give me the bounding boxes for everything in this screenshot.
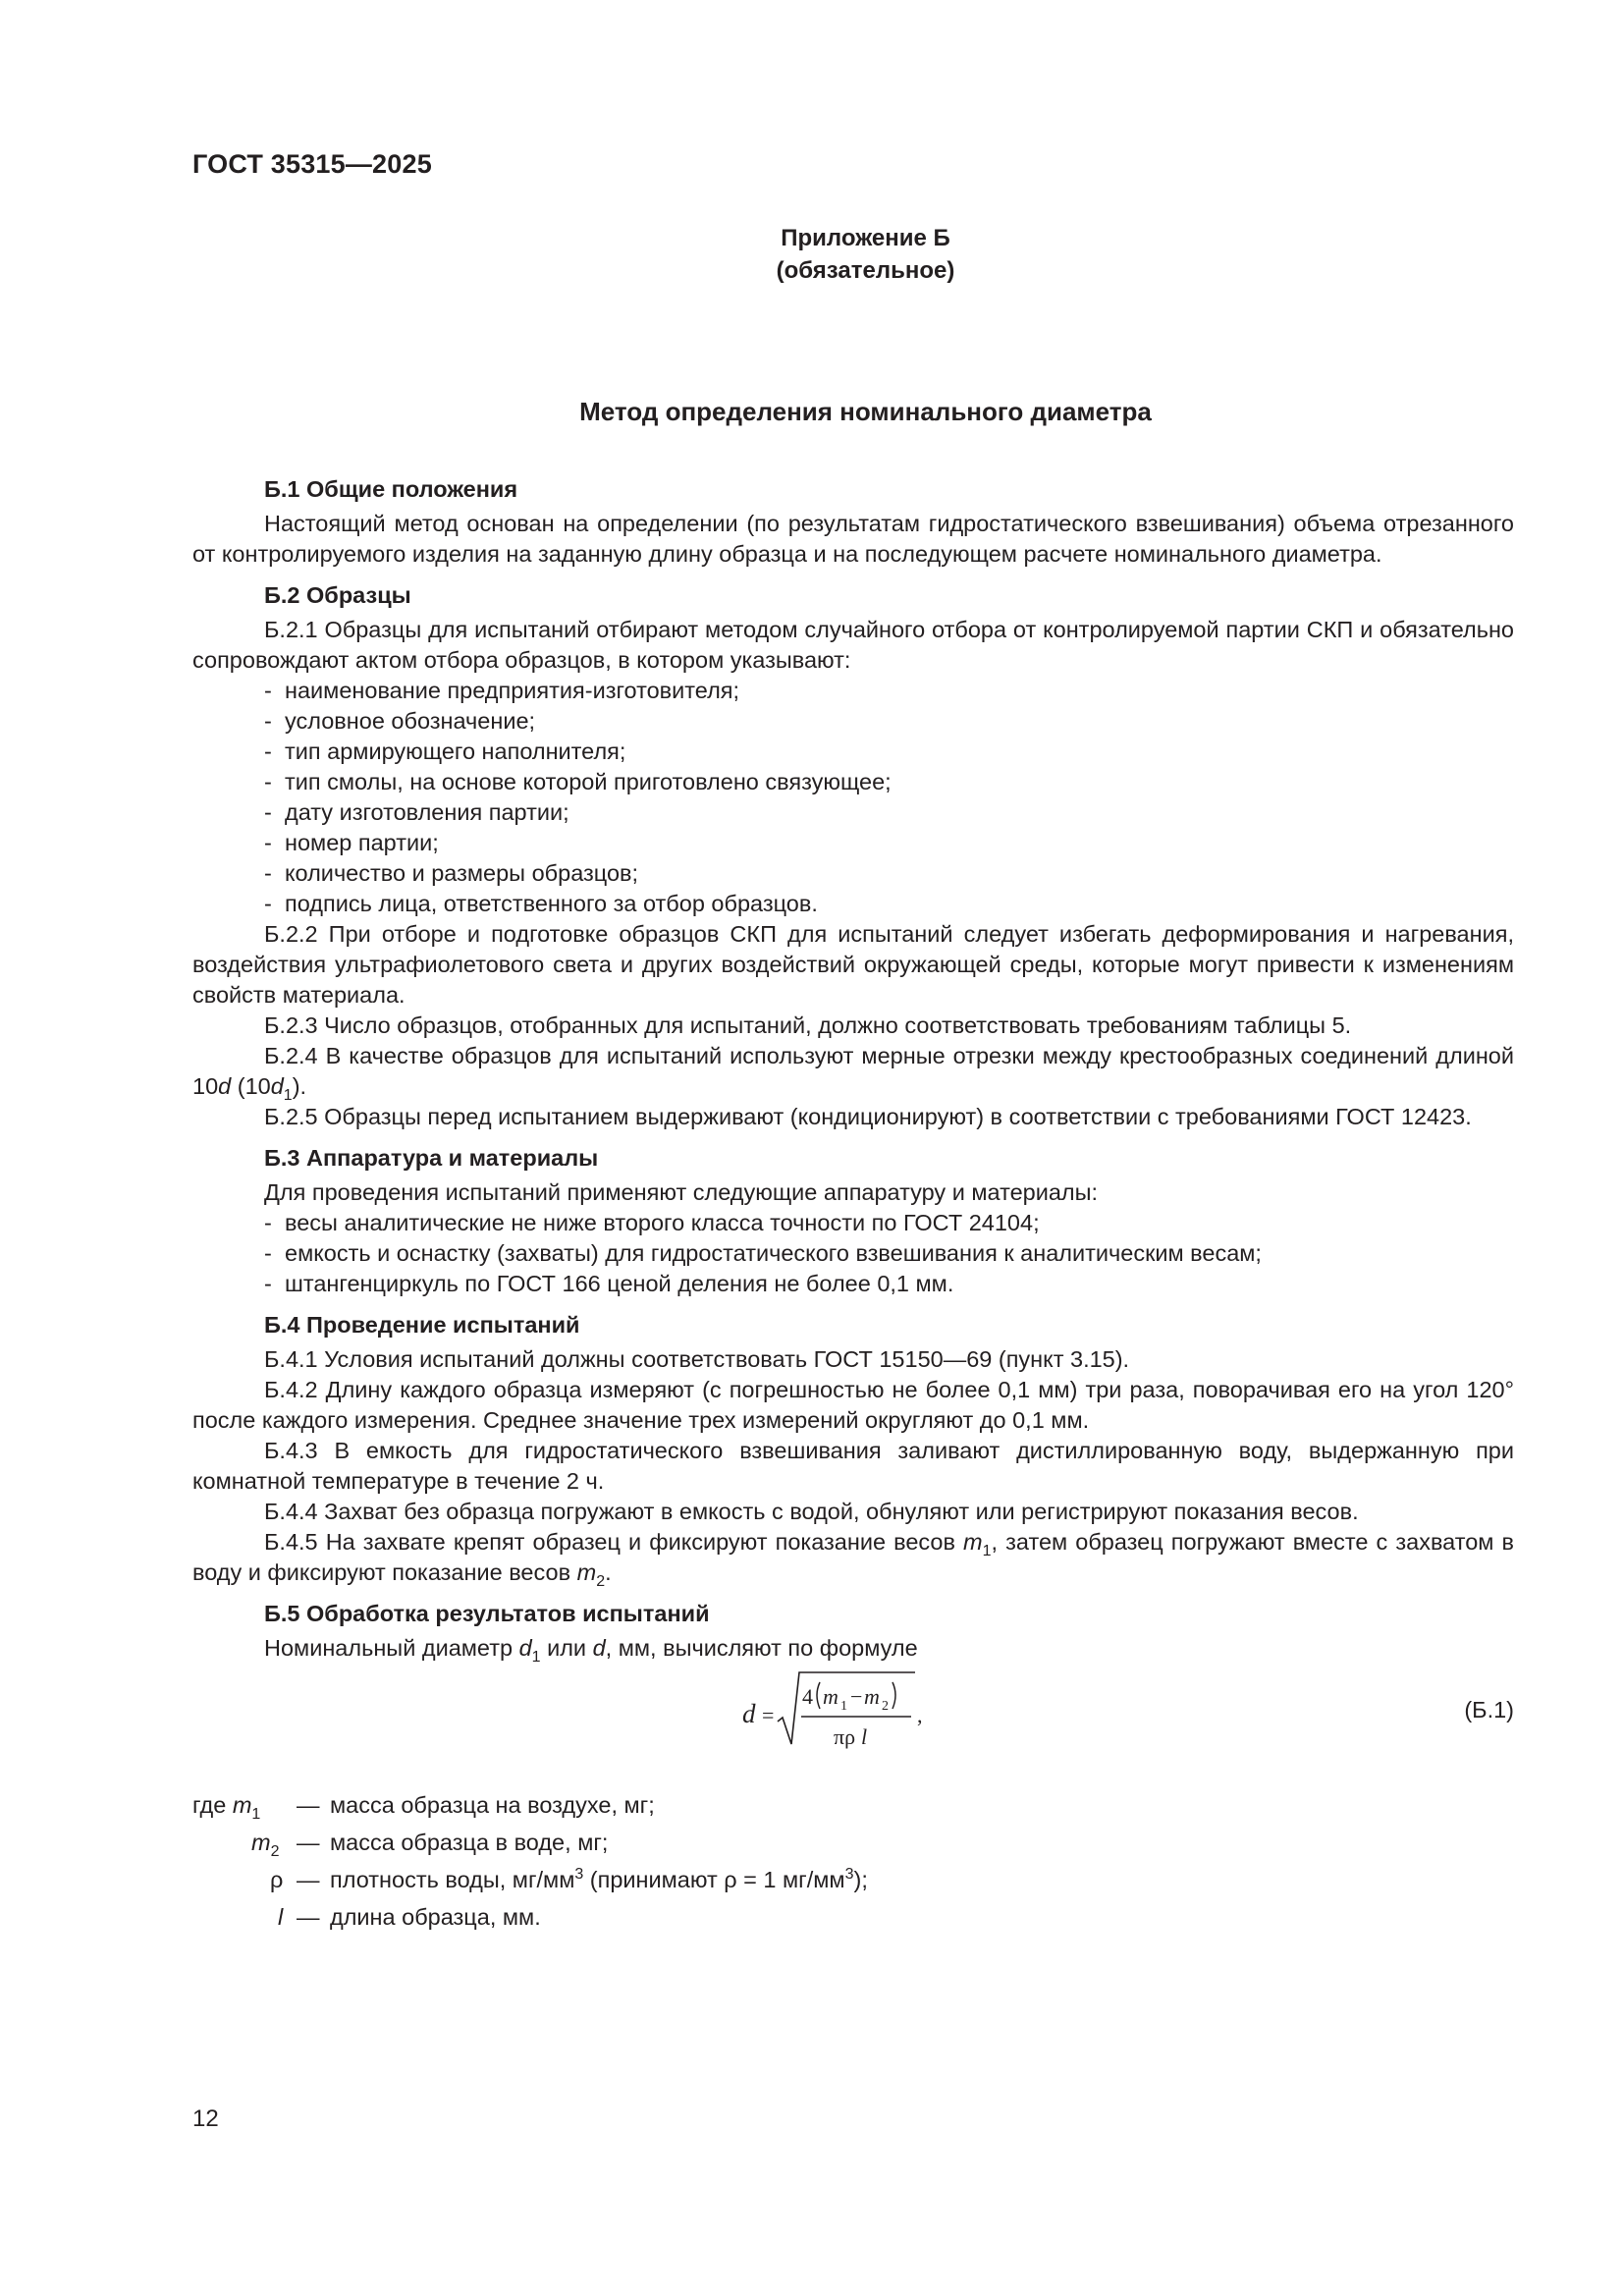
clause-b4-4: Б.4.4 Захват без образца погружают в емкость с водой, обнуляют или регистрируют показания весов. [264,1499,1359,1524]
svg-text:−: − [850,1684,863,1709]
svg-text:l: l [861,1724,868,1749]
clause-b4-1: Б.4.1 Условия испытаний должны соответствовать ГОСТ 15150—69 (пункт 3.15). [264,1346,1130,1372]
section-b1-text: Настоящий метод основан на определении (по результатам гидростатического взвешивания) объема отрезанного от контролируемого изделия на заданную длину образца и на последующем расчете номинального диаметра. [192,511,1514,567]
clause-b2-1: Б.2.1 Образцы для испытаний отбирают методом случайного отбора от контролируемой партии СКП и обязательно сопровождают актом отбора образцов, в котором указывают: [192,617,1514,673]
document-body [192,474,1514,1940]
clause-b4-2: Б.4.2 Длину каждого образца измеряют (с погрешностью не более 0,1 мм) три раза, поворачивая его на угол 120° после каждого измерения. Среднее значение трех измерений округляют до 0,1 мм. [192,1377,1514,1433]
svg-text:m: m [864,1684,880,1709]
standard-code: ГОСТ 35315—2025 [192,149,432,179]
formula-legend [192,1790,1514,1940]
section-b3-intro: Для проведения испытаний применяют следующие аппаратуру и материалы: [264,1179,1099,1205]
clause-b2-4: Б.2.4 В качестве образцов для испытаний используют мерные отрезки между крестообразных соединений длиной 10d $(10d_1)$. [192,1043,1514,1104]
svg-text:m: m [823,1684,839,1709]
section-b5-intro: Номинальный диаметр $d_1$ или d, мм, вычисляют по формуле [264,1635,918,1666]
list-item: - условное обозначение; [264,708,536,734]
svg-text:2: 2 [882,1699,889,1714]
annex-title: Метод определения номинального диаметра [579,397,1152,426]
formula-equals: = [762,1703,775,1727]
annex-label: Приложение Б [781,225,950,251]
list-item: - номер партии; [264,830,439,855]
list-item: - штангенциркуль по ГОСТ 166 ценой деления не более 0,1 мм. [264,1271,954,1296]
svg-text:1: 1 [840,1699,847,1714]
list-item: - наименование предприятия-изготовителя; [264,678,740,703]
open-paren [817,1682,820,1709]
section-b2-heading: Б.2 Образцы [264,582,411,608]
formula-number: (Б.1) [1464,1697,1514,1722]
page-number: 12 [192,2105,219,2132]
svg-text:,: , [917,1703,923,1727]
svg-text:πρ: πρ [834,1724,856,1749]
clause-b4-3: Б.4.3 В емкость для гидростатического взвешивания заливают дистиллированную воду, выдержанную при комнатной температуре в течение 2 ч. [192,1438,1514,1494]
section-b5-heading: Б.5 Обработка результатов испытаний [264,1601,710,1626]
list-item: - подпись лица, ответственного за отбор образцов. [264,891,818,916]
list-item: - тип армирующего наполнителя; [264,738,626,764]
list-item: - дату изготовления партии; [264,799,569,825]
close-paren [893,1682,895,1709]
clause-b2-5: Б.2.5 Образцы перед испытанием выдерживают (кондиционируют) в соответствии с требованиями ГОСТ 12423. [264,1104,1472,1129]
clause-b2-2: Б.2.2 При отборе и подготовке образцов СКП для испытаний следует избегать деформирования и нагревания, воздействия ультрафиолетового света и других воздействий окружающей среды, которые могут привести к изменениям свойств материала. [192,921,1514,1008]
list-item: - емкость и оснастку (захваты) для гидростатического взвешивания к аналитическим весам; [264,1240,1262,1266]
formula-four: 4 [802,1684,813,1709]
section-b3-heading: Б.3 Аппаратура и материалы [264,1145,599,1171]
section-b1-heading: Б.1 Общие положения [264,476,518,502]
list-item: - количество и размеры образцов; [264,860,639,886]
annex-header [0,222,1623,287]
list-item: - тип смолы, на основе которой приготовлено связующее; [264,769,892,794]
legend-row: ρ — плотность воды, $мг/мм^3$ (принимают ρ = 1 $мг/мм^3$); [270,1866,868,1892]
list-item: - весы аналитические не ниже второго класса точности по ГОСТ 24104; [264,1210,1040,1235]
formula-graphic [742,1667,958,1768]
section-b4-heading: Б.4 Проведение испытаний [264,1312,580,1338]
legend-row: l — длина образца, мм. [278,1904,541,1930]
clause-b4-5: Б.4.5 На захвате крепят образец и фиксируют показание весов $m_1$, затем образец погружают вместе с захватом в воду и фиксируют показание весов $m_2$. [192,1529,1515,1590]
formula-b1 [192,1667,1514,1768]
annex-status: (обязательное) [776,257,955,284]
legend-row: $m_2$ — масса образца в воде, мг; [251,1830,609,1860]
formula-lhs: d [742,1699,756,1728]
clause-b2-3: Б.2.3 Число образцов, отобранных для испытаний, должно соответствовать требованиям таблицы 5. [264,1012,1352,1038]
legend-row: где $m_1$ — масса образца на воздухе, мг; [192,1792,655,1823]
